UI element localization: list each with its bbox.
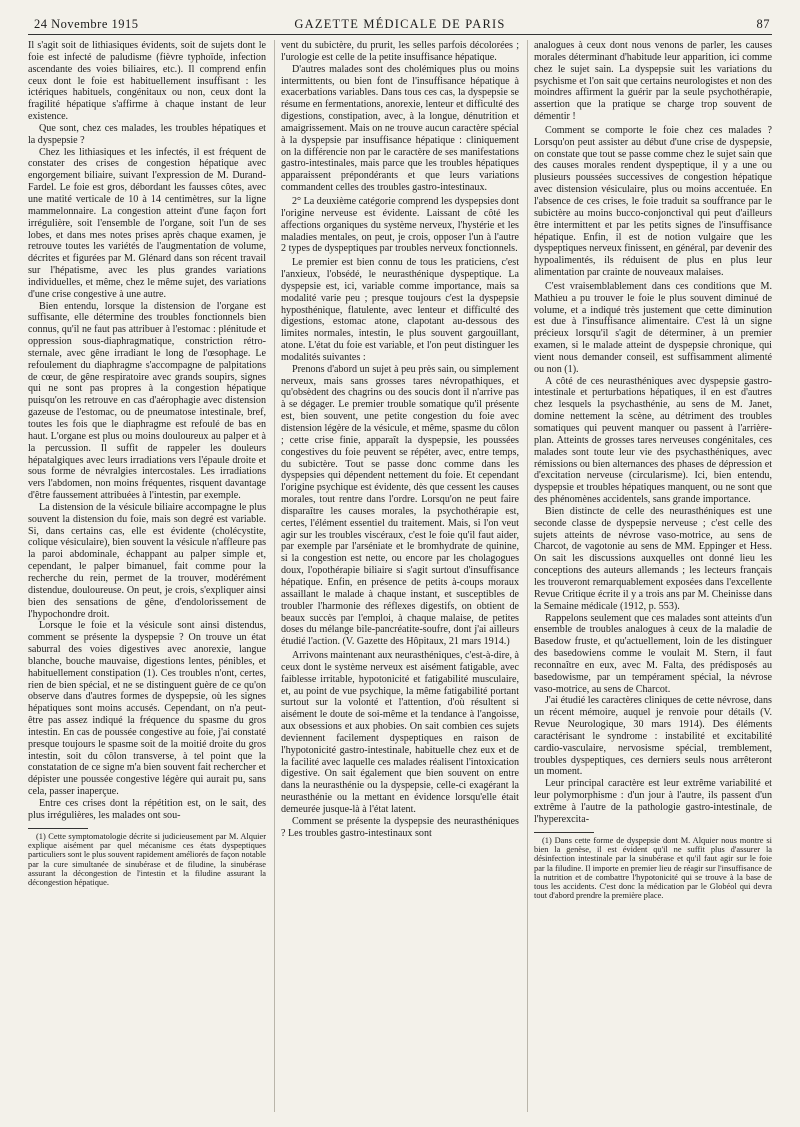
newspaper-page <box>28 14 772 1114</box>
paragraph: Bien distincte de celle des neurasthéniques est une seconde classe de dyspepsie nerveuse ; c'est celle des sujets atteints de névrose vaso-motrice, au sens de Charcot, de vagotonie au sens de MM. Eppinger et Hess. On sait les discussions auxquelles ont donné lieu les conceptions des auteurs allemands ; les lecteurs français les trouveront remarquablement exposées dans l'excellente Revue Critique écrite il y a trois ans par M. Cheinisse dans la Semaine médicale (1912, p. 553). <box>534 505 772 612</box>
footnote-separator <box>28 828 88 829</box>
column-2 <box>281 40 519 1114</box>
footnote <box>534 836 772 901</box>
paragraph: Que sont, chez ces malades, les troubles hépatiques et la dyspepsie ? <box>28 122 266 146</box>
footnote <box>28 832 266 888</box>
footnote-text: (1) Dans cette forme de dyspepsie dont M. Alquier nous montre si bien la genèse, il est évident qu'il ne suffit plus d'assurer la désinfection intestinale par la sinubérase et qu'il faut agir sur le foie par la filudine. Il importe en premier lieu de réagir sur l'insuffisance de la nutrition et de combattre l'hypotonicité qui se trouve à la base de tous les accidents. C'est donc la médication par le Globéol qui devra tout d'abord prendre la première place. <box>534 835 772 901</box>
footnote-text: (1) Cette symptomatologie décrite si judicieusement par M. Alquier explique aisément par quel mécanisme ces états dyspeptiques particuliers sont le plus souvent rapidement améliorés de façon notable par la cure simultanée de sinubérase et de filudine, la sinubérase assurant la décongestion de l'intestin et la filudine assurant la décongestion hépatique. <box>28 831 266 888</box>
paragraph: A côté de ces neurasthéniques avec dyspepsie gastro-intestinale et perturbations hépatiques, il en est d'autres chez lesquels la psychasthénie, au sens de M. Janet, domine nettement la scène, au détriment des troubles somatiques qui peuvent manquer ou passent à l'arrière-plan. Atteints de grosses tares nerveuses congénitales, ces malades sont toute leur vie des psychasthéniques, avec rémissions ou bien alternances des phases de dépression et d'excitation nerveuse (circularisme). Ici, bien entendu, dyspepsie et troubles hépatiques manquent, ou ne sont que des phénomènes accidentels, sans grande importance. <box>534 375 772 506</box>
footnote-separator <box>534 832 594 833</box>
paragraph: Prenons d'abord un sujet à peu près sain, ou simplement nerveux, mais sans grosses tares névropathiques, et qu'obsèdent des chagrins ou des soucis dont il n'arrive pas à se dégager. Le premier trouble somatique qu'il présente est, bien souvent, une petite congestion du foie avec distension légère de la vésicule, et même, spasme du côlon ; cette crise finie, apparaît la dyspepsie, les poussées congestives du foie peuvent se répéter, avec, entre temps, du subictère. Tout se passe donc comme dans les dyspepsies qui dépendent nettement du foie. Et cependant l'origine psychique est évidente, dès que cessent les causes morales, tout rentre dans l'ordre. Lorsqu'on ne peut faire disparaître les causes morales, la psychothérapie est, certes, l'élément essentiel du traitement. Mais, si l'on veut agir sur les troubles viscéraux, c'est le foie qu'il faut aider, par exemple par l'arséniate et le bromhydrate de quinine, si la congestion est nette, ou encore par les cholagogues doux, l'opothérapie biliaire si s'agit surtout d'insuffisance hépatique. Enfin, en présence de petits à-coups moraux assaillant le malade à chaque instant, et susceptibles de troubler l'harmonie des réflexes digestifs, on obtient de beaux succès par l'emploi, à chaque malaise, de petites doses du mélange bile-pancréatite-soufre, dont j'ai ailleurs étudié l'action. (V. Gazette des Hôpitaux, 21 mars 1914.) <box>281 363 519 648</box>
paragraph: vent du subictère, du prurit, les selles parfois décolorées ; l'urologie est celle de la petite insuffisance hépatique. <box>281 40 519 63</box>
paragraph: Chez les lithiasiques et les infectés, il est fréquent de constater des crises de congestion hépatique avec engorgement biliaire, suivant l'expression de M. Durand-Fardel. Le foie est gros, débordant les fausses côtes, avec une matité verticale de 10 à 14 centimètres, sur la ligne mammelonnaire. La congestion atteint d'une façon fort irrégulière, soit l'ensemble de l'organe, soit l'un de ses lobes, et dans mes notes prises après chaque examen, je retrouve toutes les variétés de l'augmentation de volume, décrites et figurées par M. Glénard dans son récent travail sur l'hépatisme, avec les plus grandes variations individuelles, et même, chez le même sujet, des variations d'une crise congestive à une autre. <box>28 146 266 300</box>
article-columns <box>28 40 772 1114</box>
paragraph: Leur principal caractère est leur extrême variabilité et leur polymorphisme : d'un jour à l'autre, ils passent d'un extrême à l'autre de la pathologie gastro-intestinale, de l'hyperexcita- <box>534 778 772 825</box>
paragraph: Lorsque le foie et la vésicule sont ainsi distendus, comment se présente la dyspepsie ? On trouve un état saburral des voies digestives avec anorexie, langue blanche, bouche mauvaise, digestions lentes, pénibles, et habituellement constipation (1). Ces troubles n'ont, certes, rien de bien spécial, et ne se distinguent guère de ce qu'on observe dans d'autres formes de dyspepsie, où les signes hépatiques sont moins accusés. Cependant, on n'a peut-être pas assez indiqué la fréquence du spasme du gros intestin. En cas de poussée congestive au foie, j'ai constaté presque toujours le spasme soit de la moitié droite du gros intestin, soit du côlon transverse, à tel point que la constatation de ce signe m'a bien souvent fait rechercher et dépister une poussée congestive légère qui aurait pu, sans cela, passer inaperçue. <box>28 620 266 798</box>
paragraph: Bien entendu, lorsque la distension de l'organe est suffisante, elle détermine des troubles fonctionnels bien connus, qu'il ne faut pas attribuer à l'estomac : plénitude et oppression sous-diaphragmatique, constriction rétro-sternale, avec gêne irradiant le long de l'œsophage. Le refoulement du diaphragme s'accompagne de palpitations de cœur, de gêne respiratoire avec grands soupirs, signes qui ne sont pas propres à la congestion hépatique puisqu'on les retrouve en cas d'aérophagie avec distension gazeuse de l'estomac, ou de pneumatose intestinale, bref, toutes les fois que le diaphragme est refoulé de bas en haut. L'organe est plus ou moins douloureux au palper et à la percussion. Il suffit de rappeler les douleurs hépatalgiques avec leurs irradiations vers l'épaule droite et sous forme de névralgies intercostales. Les irradiations vers l'abdomen, non moins fréquentes, risquent davantage d'être faussement attribuées à l'intestin, par exemple. <box>28 300 266 502</box>
paragraph: D'autres malades sont des cholémiques plus ou moins intermittents, ou bien font de l'insuffisance hépatique à exacerbations variables. Dans tous ces cas, la dyspepsie se résume en fermentations, anorexie, lenteur et difficulté des digestions, constipation, avec, à la longue, dénutrition et amaigrissement. Mais on ne trouve aucun caractère spécial à la dyspepsie par insuffisance hépatique : cliniquement on la différencie non par le caractère de ses manifestations gastro-intestinales, mais parce que les troubles hépatiques apparaissent prépondérants et que leurs variations commandent celles des troubles gastro-intestinaux. <box>281 63 519 194</box>
paragraph: Comment se comporte le foie chez ces malades ? Lorsqu'on peut assister au début d'une crise de dyspepsie, on constate que tout se passe comme chez le sujet sain que des causes morales rendent dyspeptique, il y a une ou plusieurs poussées successives de congestion hépatique avec distension vésiculaire, plus ou moins accentuée. En l'absence de ces crises, le foie traduit sa souffrance par le subictère au moins bucco-conjonctival qui peut d'ailleurs être intermittent et par les petits signes de l'insuffisance hépatique. Enfin, il est de notion vulgaire que les dyspeptiques nerveux finissent, en général, par devenir des hypoalimentés, ils réduisent de plus en plus leur alimentation par crainte de nouveaux malaises. <box>534 124 772 279</box>
paragraph: J'ai étudié les caractères cliniques de cette névrose, dans un récent mémoire, auquel je renvoie pour détails (V. Revue Neurologique, 30 mars 1914). Des éléments caractérisant le syndrome : instabilité et excitabilité cardio-vasculaire, nervosisme spécial, tremblement, troubles dyspeptiques, ces derniers seuls nous arrêteront un moment. <box>534 695 772 778</box>
paragraph: Entre ces crises dont la répétition est, on le sait, des plus irrégulières, les malades ont sou- <box>28 798 266 821</box>
running-head <box>28 14 772 35</box>
paragraph: 2° La deuxième catégorie comprend les dyspepsies dont l'origine nerveuse est évidente. Laissant de côté les affections organiques du système nerveux, l'hystérie et les maladies mentales, on peut, je crois, opposer l'un à l'autre 2 types de dyspeptiques par troubles nerveux fonctionnels. <box>281 195 519 255</box>
paragraph: La distension de la vésicule biliaire accompagne le plus souvent la distension du foie, mais son degré est variable. Si, dans certains cas, elle est évidente (cholécystite, colique vésiculaire), bien souvent la vésicule n'affleure pas la paroi abdominale, échappant au palper simple et, cependant, le palper bimanuel, fait comme pour la recherche du rein, permet de la trouver, modérément distendue, douloureuse. On peut, je crois, s'expliquer ainsi bien des sensations de gêne, d'endolorissement de l'hypochondre droit. <box>28 501 266 620</box>
column-1 <box>28 40 266 1114</box>
journal-title: GAZETTE MÉDICALE DE PARIS <box>294 17 506 31</box>
paragraph: Comment se présente la dyspepsie des neurasthéniques ? Les troubles gastro-intestinaux sont <box>281 815 519 839</box>
paragraph: C'est vraisemblablement dans ces conditions que M. Mathieu a pu trouver le foie le plus souvent diminué de volume, et a indiqué très justement que cette diminution est due à l'insuffisance alimentaire. C'est là un signe précieux lorsqu'il s'agit de déterminer, à un premier examen, si le malade atteint de dyspepsie chronique, qui vient nous demander conseil, est suffisamment alimenté ou non (1). <box>534 280 772 375</box>
paragraph: Le premier est bien connu de tous les praticiens, c'est l'anxieux, l'obsédé, le neurasthénique dyspeptique. La dyspepsie est, ici, variable comme importance, mais sa modalité varie peu ; presque toujours c'est la dyspepsie hyposthénique, flatulente, avec lenteur et difficulté des digestions, estomac atone, clapotant au-dessous des limites normales, intestin, le plus souvent gargouillant, atone. L'état du foie est variable, et l'on peut distinguer les modalités suivantes : <box>281 257 519 363</box>
paragraph: analogues à ceux dont nous venons de parler, les causes morales déterminant d'habitude leur apparition, ici comme chez le sujet sain. La dyspepsie suit les variations du psychisme et l'on sait que certains neurologistes et non des moindres affirment la guérir par la seule psychothérapie, assertion que la pratique se charge trop souvent de démentir ! <box>534 40 772 123</box>
issue-date: 24 Novembre 1915 <box>34 17 139 31</box>
page-number: 87 <box>756 17 770 31</box>
paragraph: Rappelons seulement que ces malades sont atteints d'un ensemble de troubles analogues à ceux de la maladie de Basedow fruste, et qu'actuellement, loin de les distinguer des basedowiens comme le voulait M. Stern, il faut reconnaître en eux, avec M. Falta, des prédisposés au basedowisme, par un tempérament spécial, la névrose vaso-motrice, au sens de Charcot. <box>534 612 772 695</box>
paragraph: Il s'agit soit de lithiasiques évidents, soit de sujets dont le foie est infecté de paludisme (fièvre typhoïde, infection ascendante des voies biliaires, etc.). Il comprend enfin ceux dont le foie est habituellement insuffisant : les ictériques habituels, congénitaux ou non, ceux dont la fragilité hépatique s'affirme à chaque instant de leur existence. <box>28 40 266 123</box>
column-3 <box>534 40 772 1114</box>
paragraph: Arrivons maintenant aux neurasthéniques, c'est-à-dire, à ceux dont le système nerveux est aisément fatigable, avec faiblesse irritable, hypotonicité et fatigabilité musculaire, et, au point de vue psychique, la même fatigabilité portant surtout sur la volonté et l'attention, d'où résultent si aisément le doute de soi-même et la tendance à l'angoisse, aux obsessions et aux phobies. On sait combien ces sujets deviennent facilement dyspeptiques en raison de l'hypotonicité gastro-intestinale, habituelle chez eux et de la facilité avec laquelle ces malades réalisent l'intoxication digestive. On sait également que bien souvent on entre dans la neurasthénie ou la dyspepsie, celle-ci exagérant la neurasthénie ou la mettant en évidence lorsqu'elle était demeurée jusque-là à l'état latent. <box>281 650 519 815</box>
